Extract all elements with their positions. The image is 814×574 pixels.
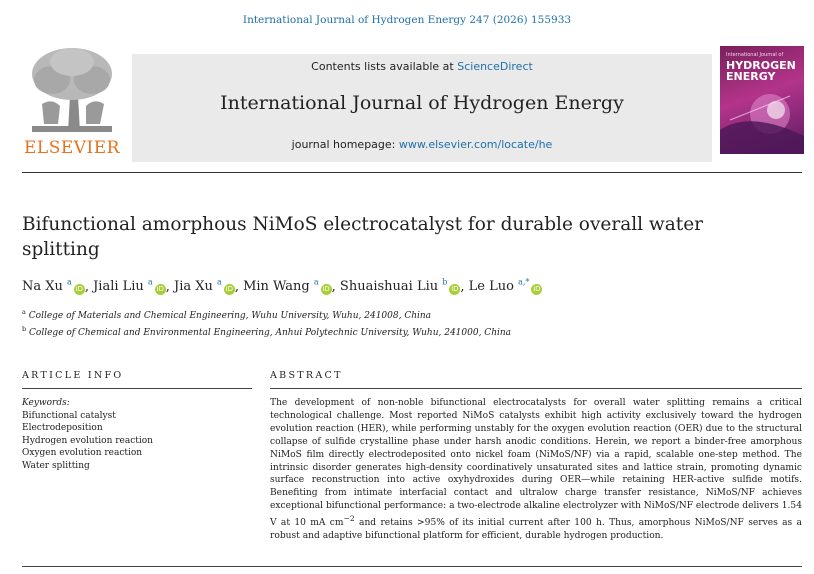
- cover-title-line2: ENERGY: [726, 70, 776, 83]
- orcid-icon[interactable]: iD: [156, 285, 164, 294]
- affiliation-item: [22, 323, 802, 340]
- author-entry[interactable]: [93, 279, 166, 294]
- article-title: Bifunctional amorphous NiMoS electrocatalyst for durable overall water splitting: [22, 214, 704, 260]
- cover-art: [720, 90, 804, 154]
- keyword-item: Water splitting: [22, 460, 90, 471]
- author-name[interactable]: Jiali Liu: [93, 279, 144, 295]
- header-divider: [22, 172, 802, 173]
- affiliation-text: College of Chemical and Environmental Engineering, Anhui Polytechnic University, Wuhu, 241000, China: [29, 328, 512, 338]
- journal-info-box: [132, 54, 712, 162]
- journal-homepage-link[interactable]: www.elsevier.com/locate/he: [398, 138, 553, 151]
- abstract-text-part2: and retains >95% of its initial current after 100 h. Thus, amorphous NiMoS/NF serves as a robust and adaptive bifunctional platform for efficient, durable hydrogen production.: [270, 518, 802, 542]
- orcid-icon[interactable]: iD: [533, 285, 541, 294]
- author-affiliation-mark[interactable]: a: [147, 278, 153, 287]
- article-info-heading: ARTICLE INFO: [22, 370, 124, 381]
- homepage-line: [132, 138, 712, 151]
- affiliation-item: [22, 306, 802, 323]
- journal-header: [22, 44, 808, 162]
- author-entry[interactable]: [340, 279, 460, 294]
- author-separator: ,: [460, 279, 469, 295]
- sciencedirect-link[interactable]: ScienceDirect: [457, 60, 533, 73]
- cover-title-line1: HYDROGEN: [726, 59, 796, 72]
- contents-prefix: Contents lists available at: [311, 60, 458, 73]
- author-affiliation-mark[interactable]: a,*: [518, 278, 530, 287]
- author-affiliation-mark[interactable]: b: [442, 278, 448, 287]
- author-entry[interactable]: [469, 279, 543, 294]
- author-affiliation-mark[interactable]: a: [217, 278, 222, 287]
- orcid-icon[interactable]: iD: [322, 285, 330, 294]
- keyword-item: Oxygen evolution reaction: [22, 448, 143, 458]
- journal-title[interactable]: International Journal of Hydrogen Energy: [220, 92, 624, 114]
- keywords-block: [22, 397, 252, 472]
- affiliation-text: College of Materials and Chemical Engineering, Wuhu University, Wuhu, 241008, China: [28, 311, 432, 321]
- contents-line: [132, 60, 712, 73]
- cover-title: [726, 60, 796, 82]
- author-name[interactable]: Jia Xu: [174, 279, 213, 295]
- affiliations: [22, 306, 802, 340]
- author-name[interactable]: Shuaishuai Liu: [339, 279, 439, 295]
- author-entry[interactable]: [243, 279, 332, 294]
- publisher-name[interactable]: ELSEVIER: [24, 138, 120, 158]
- keyword-item: Hydrogen evolution reaction: [22, 435, 153, 446]
- abstract-heading: ABSTRACT: [270, 370, 343, 381]
- journal-cover-thumbnail[interactable]: [720, 46, 804, 154]
- author-affiliation-mark[interactable]: a: [67, 278, 72, 287]
- affiliation-mark: b: [22, 325, 27, 333]
- author-name[interactable]: Min Wang: [243, 279, 310, 295]
- author-entry[interactable]: [22, 279, 85, 294]
- keywords-label: Keywords:: [22, 398, 70, 408]
- author-entry[interactable]: [174, 279, 235, 294]
- article-info-divider: [22, 388, 252, 389]
- homepage-prefix: journal homepage:: [291, 138, 399, 151]
- author-separator: ,: [234, 279, 244, 295]
- author-name[interactable]: Le Luo: [468, 279, 514, 295]
- keyword-item: Electrodeposition: [22, 423, 103, 433]
- keyword-item: Bifunctional catalyst: [22, 410, 116, 421]
- author-list: [22, 278, 802, 295]
- author-separator: ,: [331, 279, 340, 295]
- author-name[interactable]: Na Xu: [22, 279, 63, 295]
- abstract-text: [270, 397, 802, 543]
- affiliation-mark: a: [22, 308, 26, 316]
- bottom-divider: [22, 566, 802, 567]
- author-separator: ,: [84, 279, 94, 295]
- cover-small-text: International Journal of: [726, 52, 784, 58]
- abstract-superscript: −2: [343, 514, 355, 524]
- abstract-text-part1: The development of non-noble bifunctional electrocatalysts for overall water splitting remains a critical technological challenge. Most reported NiMoS catalysts exhibit high activity exclusively toward the hydrogen evolution reaction (HER), while performing unstably for the oxygen evolution reaction (OER) due to the structural collapse of sulfide crystalline phase under harsh anodic conditions. Herein, we report a binder-free amorphous NiMoS film directly electrodeposited onto nickel foam (NiMoS/NF) via a rapid, scalable one-step method. The intrinsic disorder generates high-density coordinatively unsaturated sites and lattice strain, promoting dynamic surface reconstruction into active oxyhydroxides during OER—while retaining HER-active sulfide motifs. Benefiting from intimate interfacial contact and ultralow charge transfer resistance, NiMoS/NF achieves exceptional bifunctional performance: a two-electrode alkaline electrolyzer with NiMoS/NF electrode delivers 1.54 V at 10 mA cm: [270, 398, 802, 529]
- journal-citation[interactable]: International Journal of Hydrogen Energy 247 (2026) 155933: [242, 14, 572, 26]
- abstract-divider: [270, 388, 802, 389]
- orcid-icon[interactable]: iD: [225, 285, 233, 294]
- author-separator: ,: [165, 279, 174, 295]
- orcid-icon[interactable]: iD: [75, 285, 83, 294]
- orcid-icon[interactable]: iD: [451, 285, 459, 294]
- author-affiliation-mark[interactable]: a: [313, 278, 319, 287]
